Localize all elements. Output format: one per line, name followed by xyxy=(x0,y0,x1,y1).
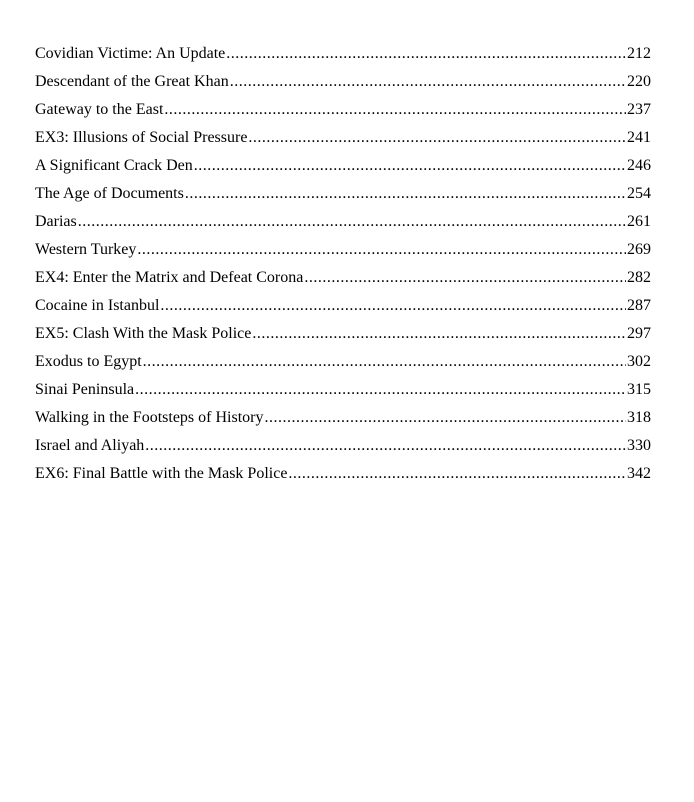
toc-entry-page: 302 xyxy=(627,353,651,370)
toc-entry xyxy=(35,465,651,493)
toc-entry xyxy=(35,437,651,465)
toc-entry xyxy=(35,269,651,297)
toc-entry-title: Sinai Peninsula xyxy=(35,381,135,398)
dot-leader xyxy=(248,129,626,147)
toc-entry-title: Darias xyxy=(35,213,77,230)
toc-entry-title: Cocaine in Istanbul xyxy=(35,297,160,314)
toc-entry-title: EX6: Final Battle with the Mask Police xyxy=(35,465,288,482)
dot-leader xyxy=(145,437,626,455)
toc-entry-title: Covidian Victime: An Update xyxy=(35,45,226,62)
toc-entry xyxy=(35,297,651,325)
toc-entry-title: Descendant of the Great Khan xyxy=(35,73,229,90)
toc-entry-title: Gateway to the East xyxy=(35,101,164,118)
toc-entry-page: 241 xyxy=(627,129,651,146)
toc-entry-page: 330 xyxy=(627,437,651,454)
toc-entry-title: EX5: Clash With the Mask Police xyxy=(35,325,252,342)
toc-entry-page: 237 xyxy=(627,101,651,118)
toc-entry-title: Western Turkey xyxy=(35,241,137,258)
dot-leader xyxy=(164,101,626,119)
toc-entry-page: 287 xyxy=(627,297,651,314)
toc-entry xyxy=(35,325,651,353)
toc-entry-title: Israel and Aliyah xyxy=(35,437,145,454)
dot-leader xyxy=(143,353,626,371)
toc-entry xyxy=(35,381,651,409)
toc-entry-page: 212 xyxy=(627,45,651,62)
toc-entry-page: 269 xyxy=(627,241,651,258)
toc-entry-page: 261 xyxy=(627,213,651,230)
dot-leader xyxy=(185,185,626,203)
toc-entry xyxy=(35,353,651,381)
toc-entry xyxy=(35,101,651,129)
toc-entry-page: 254 xyxy=(627,185,651,202)
toc-entry xyxy=(35,129,651,157)
dot-leader xyxy=(252,325,626,343)
toc-entry xyxy=(35,241,651,269)
toc-entry xyxy=(35,185,651,213)
dot-leader xyxy=(78,213,626,231)
toc-entry xyxy=(35,213,651,241)
toc-entry-page: 315 xyxy=(627,381,651,398)
toc-entry-page: 246 xyxy=(627,157,651,174)
toc-entry xyxy=(35,157,651,185)
dot-leader xyxy=(304,269,626,287)
toc-entry-page: 282 xyxy=(627,269,651,286)
toc-entry-title: A Significant Crack Den xyxy=(35,157,193,174)
table-of-contents xyxy=(35,45,651,493)
dot-leader xyxy=(160,297,626,315)
dot-leader xyxy=(264,409,626,427)
toc-entry-title: Exodus to Egypt xyxy=(35,353,142,370)
dot-leader xyxy=(194,157,626,175)
toc-entry xyxy=(35,73,651,101)
toc-entry xyxy=(35,45,651,73)
toc-entry-page: 342 xyxy=(627,465,651,482)
toc-entry-page: 318 xyxy=(627,409,651,426)
dot-leader xyxy=(137,241,626,259)
toc-entry-page: 220 xyxy=(627,73,651,90)
dot-leader xyxy=(288,465,626,483)
toc-entry-title: Walking in the Footsteps of History xyxy=(35,409,264,426)
dot-leader xyxy=(230,73,626,91)
toc-entry-title: The Age of Documents xyxy=(35,185,184,202)
dot-leader xyxy=(226,45,626,63)
toc-entry-title: EX4: Enter the Matrix and Defeat Corona xyxy=(35,269,304,286)
toc-entry-title: EX3: Illusions of Social Pressure xyxy=(35,129,248,146)
toc-entry xyxy=(35,409,651,437)
dot-leader xyxy=(135,381,626,399)
toc-entry-page: 297 xyxy=(627,325,651,342)
